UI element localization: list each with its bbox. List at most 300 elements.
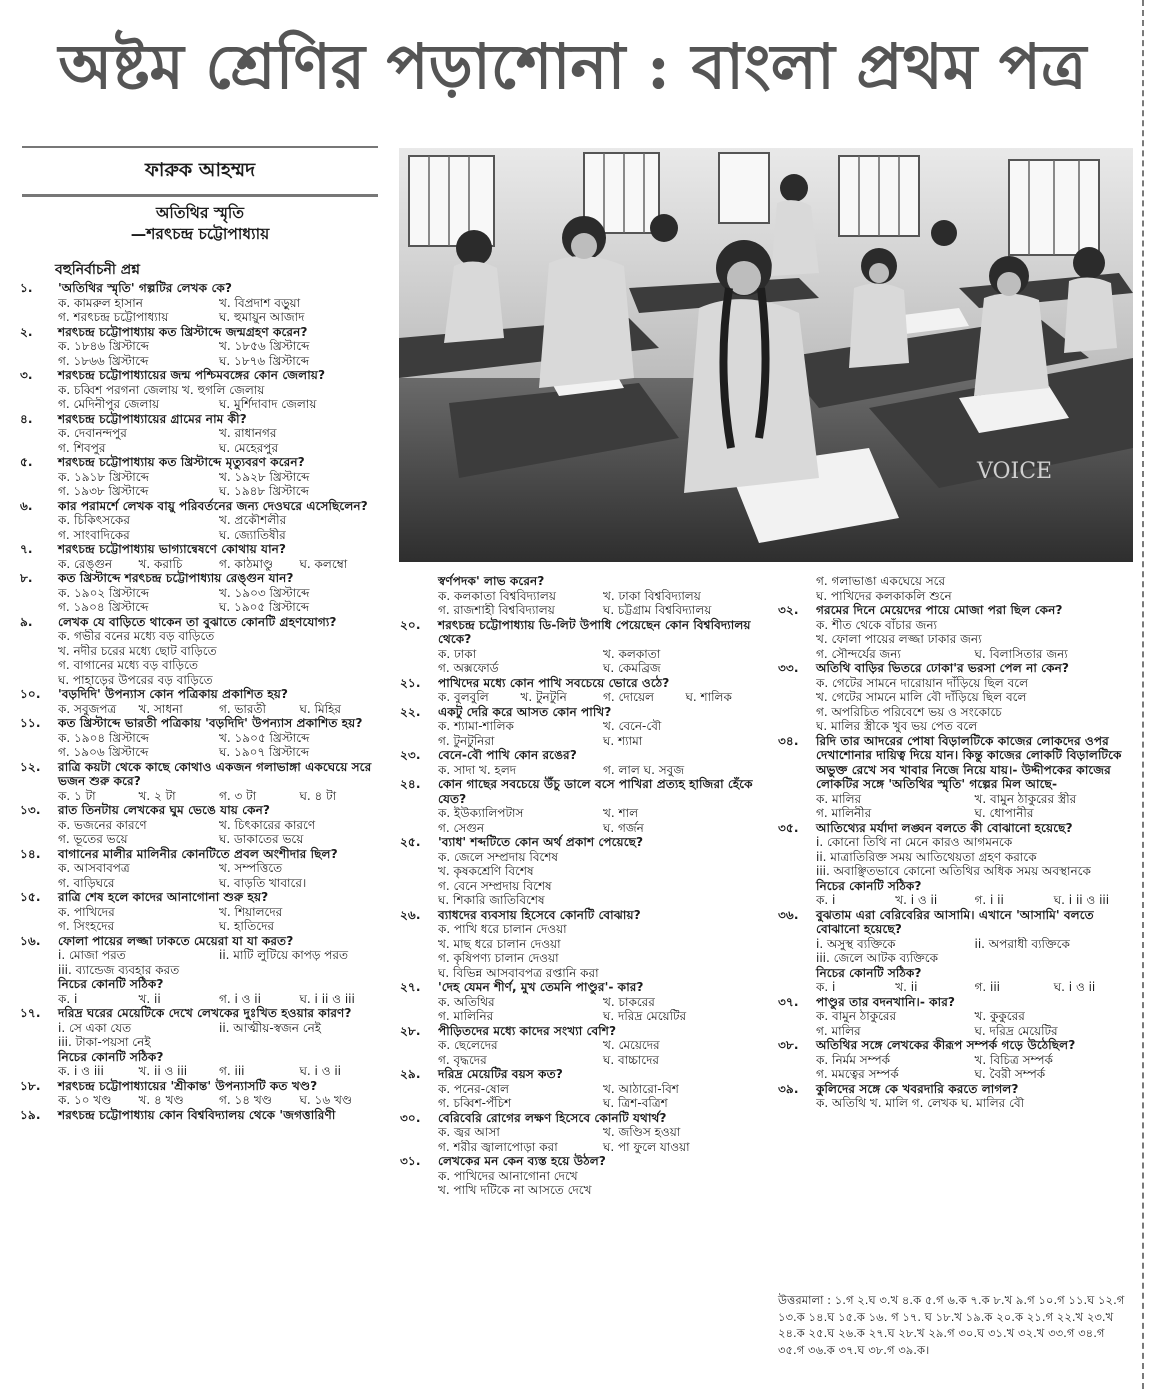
answer-option: ঘ. দরিদ্র মেয়েটির	[603, 1009, 687, 1023]
option-row	[438, 1009, 768, 1024]
question-text-row	[400, 1067, 768, 1082]
option-row	[58, 832, 380, 847]
answer-option: ঘ. পা ফুলে যাওয়া	[603, 1139, 690, 1154]
statement: iii. জেলে আটক ব্যক্তিকে	[816, 951, 939, 965]
option-row	[438, 1140, 768, 1155]
question-number: ২৮.	[400, 1023, 421, 1038]
question-number: ৩৫.	[778, 820, 799, 835]
answer-option: ঘ. ১৮৭৬ খ্রিস্টাব্দে	[219, 353, 310, 368]
answer-options	[400, 1125, 768, 1154]
answer-option: ক. সবুজপত্র	[58, 701, 117, 716]
question-text: রাত্রি শেষ হলে কাদের আনাগোনা শুরু হয়?	[58, 890, 269, 904]
answer-options	[20, 992, 380, 1007]
answer-options	[20, 1093, 380, 1108]
answer-options	[20, 339, 380, 368]
question-number: ১৩.	[20, 803, 41, 817]
question-item	[400, 1111, 768, 1155]
option-row	[58, 310, 380, 325]
option-row	[58, 789, 380, 804]
answer-option: ক. ১৯০৪ খ্রিস্টাব্দে	[58, 730, 149, 745]
option-row	[816, 1067, 1133, 1082]
story-heading	[22, 203, 378, 245]
question-number: ১০.	[20, 687, 41, 701]
answer-options	[20, 818, 380, 847]
answer-option: ক. বামুন ঠাকুরের	[816, 1009, 897, 1023]
option-row	[816, 893, 1133, 908]
answer-option: ক. ১৮৪৬ খ্রিস্টাব্দে	[58, 339, 149, 353]
option-row	[58, 818, 380, 833]
author-name: ফারুক আহম্মদ	[144, 159, 256, 181]
question-number: ২৯.	[400, 1067, 421, 1081]
answer-option: ক. i	[816, 980, 836, 994]
question-text: ব্যাধদের ব্যবসায় হিসেবে কোনটি বোঝায়?	[438, 907, 641, 922]
question-item	[400, 1154, 768, 1198]
question-number: ৩১.	[400, 1154, 421, 1168]
answer-option: গ. ১৮৬৬ খ্রিস্টাব্দে	[58, 353, 149, 368]
option-row	[58, 528, 380, 543]
option-row	[58, 441, 380, 456]
answer-options	[400, 850, 768, 908]
question-item	[20, 499, 380, 543]
question-item	[20, 803, 380, 847]
option-row	[58, 484, 380, 499]
question-item	[20, 847, 380, 891]
question-item	[400, 618, 768, 676]
question-text: রাত তিনটায় লেখকের ঘুম ভেঙে যায় কেন?	[58, 803, 270, 817]
answer-option: গ. ১৯০৪ খ্রিস্টাব্দে	[58, 600, 149, 614]
answer-option: ক. গেটের সামনে দারোয়ান দাঁড়িয়ে ছিল বলে	[816, 675, 1029, 690]
option-row	[438, 1038, 768, 1053]
question-text-row	[400, 1111, 768, 1126]
statement: i. সে একা যেত	[58, 1020, 132, 1035]
question-text: বেরিবেরি রোগের লক্ষণ হিসেবে কোনটি যথার্থ?	[438, 1110, 667, 1125]
option-row	[58, 339, 380, 354]
which-correct-prompt: নিচের কোনটি সঠিক?	[816, 965, 922, 980]
option-row	[816, 589, 1133, 604]
statement: ii. মাত্রাতিরিক্ত সময় আতিথেয়তা গ্রহণ করাকে	[816, 849, 1037, 864]
question-text: শরৎচন্দ্র চট্টোপাধ্যায়ের জন্ম পশ্চিমবঙ্গের কোন জেলায়?	[58, 368, 326, 382]
question-number: ১১.	[20, 716, 41, 730]
question-number: ৩৮.	[778, 1038, 799, 1052]
question-text: লেখকের মন কেন ব্যস্ত হয়ে উঠল?	[438, 1154, 606, 1168]
answer-option: ঘ. i ii ও iii	[1053, 893, 1110, 907]
question-number: ১৫.	[20, 890, 41, 904]
question-item	[20, 687, 380, 716]
question-item	[20, 325, 380, 369]
answer-option: ঘ. ১৯০৫ খ্রিস্টাব্দে	[219, 600, 309, 614]
question-text: গরমের দিনে মেয়েদের পায়ে মোজা পরা ছিল কেন?	[816, 603, 1063, 617]
option-row	[438, 1169, 768, 1184]
perforation-line	[1142, 0, 1144, 1389]
question-text-row	[20, 615, 380, 630]
answer-option: ঘ. মেহেরপুর	[219, 440, 279, 455]
answer-option: ঘ. i ও ii	[299, 1064, 342, 1078]
statement-row	[58, 948, 380, 963]
option-row	[438, 1082, 768, 1097]
answer-option: খ. আঠারো-বিশ	[603, 1081, 679, 1096]
question-text: লেখক যে বাড়িতে থাকেন তা বুঝাতে কোনটি গ্রহণযোগ্য?	[58, 614, 337, 629]
option-row	[58, 470, 380, 485]
question-number: ১৯.	[20, 1107, 41, 1122]
question-item	[400, 980, 768, 1024]
option-row	[58, 644, 380, 659]
answer-options	[778, 618, 1133, 662]
question-item	[400, 748, 768, 777]
question-text: শরৎচন্দ্র চট্টোপাধ্যায় কোন বিশ্ববিদ্যালয় থেকে 'জগত্তারিণী	[58, 1107, 336, 1122]
option-row	[438, 589, 768, 604]
answer-option: গ. বেনে সম্প্রদায় বিশেষ	[438, 878, 552, 893]
statement: ii. মাটি লুটিয়ে কাপড় পরত	[219, 948, 348, 962]
answer-option: গ. মমত্বের সম্পর্ক	[816, 1067, 899, 1081]
question-item	[20, 1006, 380, 1079]
question-text-row	[400, 676, 768, 691]
statements	[20, 1021, 380, 1050]
answer-option: গ. iii	[219, 1064, 245, 1078]
answer-option: ঘ. পাখিদের কলকাকলি শুনে	[816, 588, 952, 603]
question-text-row	[400, 574, 768, 589]
question-number: ৯.	[20, 614, 33, 629]
question-text: 'ব্যাধ' শব্দটিতে কোন অর্থ প্রকাশ পেয়েছে?	[438, 835, 644, 849]
option-row	[58, 702, 380, 717]
answer-option: গ. অক্সফোর্ড	[438, 661, 499, 675]
question-item	[20, 716, 380, 760]
question-item	[20, 412, 380, 456]
answer-option: ঘ. ধোপানীর	[974, 806, 1034, 820]
statement-row	[816, 864, 1133, 879]
question-text-row	[20, 847, 380, 862]
question-number: ১৪.	[20, 846, 41, 861]
option-row	[816, 1053, 1133, 1068]
question-text: পাণ্ডুর তার বদনখানি।- কার?	[816, 994, 955, 1009]
answer-options	[778, 574, 1133, 603]
answer-option: গ. ভূতের ভয়ে	[58, 832, 128, 846]
question-text-row	[778, 1038, 1133, 1053]
answer-option: খ. ঢাকা বিশ্ববিদ্যালয়	[603, 588, 701, 603]
answer-option: ঘ. ১৯০৭ খ্রিস্টাব্দে	[219, 745, 310, 759]
answer-option: ক. ভজনের কারণে	[58, 817, 147, 832]
option-row	[58, 557, 380, 572]
option-row	[58, 992, 380, 1007]
option-row	[58, 586, 380, 601]
question-text-row	[778, 995, 1133, 1010]
answer-options	[20, 905, 380, 934]
questions-column-2	[400, 574, 768, 1198]
answer-option: খ. সম্পত্তিতে	[219, 861, 283, 875]
statement: ii. অপরাধী ব্যক্তিকে	[974, 936, 1070, 951]
question-text-row	[778, 908, 1133, 937]
answer-option: ক. অতিথি খ. মালি গ. লেখক ঘ. মালির বৌ	[816, 1096, 1025, 1110]
answer-option: গ. মালিনীর	[816, 806, 872, 820]
question-text: দরিদ্র মেয়েটির বয়স কত?	[438, 1067, 563, 1081]
option-row	[58, 658, 380, 673]
question-text-row	[20, 1108, 380, 1123]
answer-option: ঘ. মুর্শিদাবাদ জেলায়	[219, 397, 317, 411]
answer-option: ঘ. বৈরী সম্পর্ক	[974, 1067, 1046, 1081]
answer-option: খ. বামুন ঠাকুরের স্ত্রীর	[974, 791, 1077, 806]
question-number: ৩৩.	[778, 661, 799, 675]
question-item	[20, 571, 380, 615]
answer-option: খ. ফোলা পায়ের লজ্জা ঢাকার জন্য	[816, 632, 982, 646]
answer-option: গ. সেগুন	[438, 820, 485, 835]
answer-option: গ. ৩ টা	[219, 788, 257, 803]
answer-option: ক. জেলে সম্প্রদায় বিশেষ	[438, 849, 559, 864]
question-text-row	[20, 542, 380, 557]
question-text: শরৎচন্দ্র চট্টোপাধ্যায় কত খ্রিস্টাব্দে মৃত্যুবরণ করেন?	[58, 455, 305, 469]
answer-option: ক. অতিথির	[438, 994, 495, 1009]
answer-options	[20, 789, 380, 804]
question-text: রাত্রি কয়টা থেকে কাছে কোথাও একজন গলাভাঙ্গা একঘেয়ে সরে ভজন শুরু করে?	[58, 759, 372, 788]
answer-option: খ. চিৎকারের কারণে	[219, 817, 316, 832]
answer-option: গ. সৌন্দর্যের জন্য	[816, 646, 901, 661]
question-text: পীড়িতদের মধ্যে কাদের সংখ্যা বেশি?	[438, 1023, 617, 1038]
answer-option: খ. ১৮৫৬ খ্রিস্টাব্দে	[219, 339, 310, 353]
answer-options	[20, 470, 380, 499]
answer-option: ঘ. মালির স্ত্রীকে খুব ভয় পেত বলে	[816, 719, 978, 733]
option-row	[438, 806, 768, 821]
answer-option: খ. পাখি দটিকে না আসতে দেখে	[438, 1183, 592, 1197]
answer-option: ঘ. পাহাড়ের উপরের বড় বাড়িতে	[58, 672, 213, 687]
question-item	[778, 661, 1133, 734]
option-row	[438, 864, 768, 879]
question-text: কত খ্রিস্টাব্দে ভারতী পত্রিকায় 'বড়দিদি' উপন্যাস প্রকাশিত হয়?	[58, 716, 363, 730]
answer-option: ঘ. i ii ও iii	[299, 991, 355, 1006]
option-row	[58, 629, 380, 644]
question-item	[20, 455, 380, 499]
question-number: ৩৯.	[778, 1081, 799, 1096]
option-row	[58, 861, 380, 876]
answer-options	[400, 922, 768, 980]
answer-option: ক. কামরুল হাসান	[58, 295, 143, 310]
question-item	[400, 1024, 768, 1068]
question-number: ৫.	[20, 455, 33, 469]
question-text-row	[20, 803, 380, 818]
question-text: আতিথ্যের মর্যাদা লঙ্ঘন বলতে কী বোঝানো হয়েছে?	[816, 820, 1073, 835]
answer-option: গ. শিবপুর	[58, 440, 106, 455]
answer-option: গ. অপরিচিত পরিবেশে ভয় ও সংকোচে	[816, 704, 1002, 719]
answer-options	[778, 1053, 1133, 1082]
option-row	[438, 719, 768, 734]
question-number: ৩২.	[778, 603, 799, 617]
answer-option: ক. ১০ খণ্ড	[58, 1093, 112, 1107]
option-row	[816, 1024, 1133, 1039]
page-headline: অষ্টম শ্রেণির পড়াশোনা : বাংলা প্রথম পত্র	[58, 29, 1087, 103]
answer-options	[400, 995, 768, 1024]
question-text: দরিদ্র ঘরের মেয়েটিকে দেখে লেখকের দুঃখিত হওয়ার কারণ?	[58, 1006, 352, 1020]
question-number: ৩০.	[400, 1110, 421, 1125]
question-number: ১৮.	[20, 1078, 41, 1093]
question-text: শরৎচন্দ্র চট্টোপাধ্যায়ের 'শ্রীকান্ত' উপন্যাসটি কত খণ্ড?	[58, 1078, 318, 1093]
question-text: কুলিদের সঙ্গে কে খবরদারি করতে লাগল?	[816, 1081, 1019, 1096]
question-item	[778, 995, 1133, 1039]
answer-option: ক. ১৯০২ খ্রিস্টাব্দে	[58, 585, 149, 600]
question-text-row	[778, 661, 1133, 676]
option-row	[438, 966, 768, 981]
option-row	[438, 879, 768, 894]
answer-option: গ. শরৎচন্দ্র চট্টোপাধ্যায়	[58, 310, 169, 324]
option-row	[438, 951, 768, 966]
question-number: ৪.	[20, 411, 33, 426]
answer-option: গ. চব্বিশ-পঁচিশ	[438, 1096, 512, 1110]
option-row	[816, 618, 1133, 633]
answer-option: ক. i	[58, 991, 78, 1006]
question-text: শরৎচন্দ্র চট্টোপাধ্যায় ভাগ্যান্বেষণে কোথায় যান?	[58, 542, 286, 556]
answer-option: খ. ii	[138, 991, 161, 1006]
question-number: ২১.	[400, 675, 421, 690]
statement: i. মোজা পরত	[58, 948, 126, 962]
option-row	[816, 980, 1133, 995]
answer-option: ঘ. কলম্বো	[299, 556, 348, 571]
option-row	[816, 705, 1133, 720]
question-text: শরৎচন্দ্র চট্টোপাধ্যায় ডি-লিট উপাধি পেয়েছেন কোন বিশ্ববিদ্যালয় থেকে?	[438, 617, 751, 646]
answer-options	[400, 1169, 768, 1198]
answer-option: ঘ. শ্যামা	[603, 733, 643, 748]
answer-options	[400, 763, 768, 778]
question-number: ৩৬.	[778, 907, 799, 922]
question-number: ২.	[20, 324, 33, 339]
answer-options	[20, 586, 380, 615]
question-number: ২২.	[400, 704, 421, 719]
question-number: ২৫.	[400, 835, 421, 849]
answer-option: গ. বাগানের মধ্যে বড় বাড়িতে	[58, 658, 198, 672]
question-text: স্বর্ণপদক' লাভ করেন?	[438, 574, 545, 588]
which-correct-prompt: নিচের কোনটি সঠিক?	[816, 878, 922, 893]
question-item	[20, 760, 380, 804]
question-number: ১.	[20, 281, 33, 295]
answer-option: ঘ. ১৯৪৮ খ্রিস্টাব্দে	[219, 484, 309, 498]
question-item	[20, 368, 380, 412]
question-text-row	[20, 368, 380, 383]
statements	[778, 835, 1133, 879]
answer-option: খ. রাধানগর	[219, 426, 277, 440]
statement-row	[816, 835, 1133, 850]
question-item	[778, 908, 1133, 995]
answer-option: ক. ঢাকা	[438, 646, 477, 661]
option-row	[58, 745, 380, 760]
answer-option: গ. মালির	[816, 1023, 861, 1038]
answer-option: ঘ. চট্টগ্রাম বিশ্ববিদ্যালয়	[603, 603, 712, 617]
question-text-row	[20, 281, 380, 296]
option-row	[58, 731, 380, 746]
answer-option: গ. ভারতী	[219, 701, 266, 716]
photo-illustration	[399, 148, 1133, 562]
option-row	[438, 603, 768, 618]
question-text: কত খ্রিস্টাব্দে শরৎচন্দ্র চট্টোপাধ্যায় রেঙ্গুন যান?	[58, 571, 294, 585]
answer-option: ক. রেঙ্গুন	[58, 556, 113, 571]
answer-options	[20, 1064, 380, 1079]
question-text: কার পরামর্শে লেখক বায়ু পরিবর্তনের জন্য দেওঘরে এসেছিলেন?	[58, 498, 368, 513]
answer-options	[20, 513, 380, 542]
answer-option: গ. রাজশাহী বিশ্ববিদ্যালয়	[438, 603, 555, 617]
question-text: অতিথি বাড়ির ভিতরে ঢোকা'র ভরসা পেল না কেন?	[816, 661, 1069, 675]
answer-option: ক. কলকাতা বিশ্ববিদ্যালয়	[438, 588, 556, 603]
option-row	[816, 574, 1133, 589]
question-item	[778, 1038, 1133, 1082]
statement: i. অসুস্থ ব্যক্তিকে	[816, 936, 896, 951]
answer-option: গ. ১৯০৬ খ্রিস্টাব্দে	[58, 745, 149, 759]
question-text-row	[400, 618, 768, 647]
question-item	[400, 705, 768, 749]
answer-option: ঘ. মিহির	[299, 701, 341, 716]
answer-option: খ. ১৯০৩ খ্রিস্টাব্দে	[219, 585, 310, 600]
statements	[778, 937, 1133, 966]
answer-option: ক. পাখিদের আনাগোনা দেখে	[438, 1168, 578, 1183]
answer-option: ক. i	[816, 893, 836, 907]
answer-option: ক. চিকিৎসকের	[58, 513, 130, 527]
option-row	[58, 426, 380, 441]
question-text-row	[20, 890, 380, 905]
question-text-row	[778, 1082, 1133, 1097]
statement: iii. অবাঞ্ছিতভাবে কোনো অতিথির অধিক সময় অবস্থানকে	[816, 864, 1091, 878]
question-text: একটু দেরি করে আসত কোন পাখি?	[438, 704, 612, 719]
answer-options	[400, 647, 768, 676]
answer-option: ক. চব্বিশ পরগনা জেলায় খ. হুগলি জেলায়	[58, 382, 265, 397]
answer-option: ঘ. বাচ্চাদের	[603, 1052, 660, 1067]
option-row	[816, 792, 1133, 807]
answer-option: গ. টুনটুনিরা	[438, 733, 495, 748]
answer-option: ঘ. বিলাসিতার জন্য	[974, 646, 1068, 661]
option-row	[58, 354, 380, 369]
answer-option: গ. লাল ঘ. সবুজ	[603, 762, 685, 777]
question-number: ২৭.	[400, 980, 421, 994]
answer-options	[400, 719, 768, 748]
question-item	[20, 1108, 380, 1123]
answer-options	[778, 676, 1133, 734]
question-item	[778, 1082, 1133, 1111]
answer-option: গ. সাংবাদিকের	[58, 527, 130, 542]
answer-options	[20, 557, 380, 572]
answer-options	[400, 806, 768, 835]
answer-option: গ. ১৪ খণ্ড	[219, 1093, 272, 1107]
option-row	[58, 876, 380, 891]
answer-option: খ. গেটের সামনে মালি বৌ দাঁড়িয়ে ছিল বলে	[816, 690, 1027, 704]
answer-options	[778, 792, 1133, 821]
byline-box	[22, 146, 378, 197]
answer-key: উত্তরমালা : ১.গ ২.ঘ ৩.খ ৪.ক ৫.গ ৬.ক ৭.ক ৮.খ ৯.গ ১০.গ ১১.ঘ ১২.গ ১৩.ক ১৪.ঘ ১৫.ক ১৬. গ ১৭. ঘ ১৮.খ ১৯.ক ২০.ক ২১.গ ২২.খ ২৩.খ ২৪.ক ২৫.ঘ ২৬.ক ২৭.ঘ ২৮.খ ২৯.গ ৩০.ঘ ৩১.খ ৩২.খ ৩৩.গ ৩৪.গ ৩৫.গ ৩৬.ক ৩৭.ঘ ৩৮.গ ৩৯.ক।	[778, 1293, 1125, 1357]
question-text: কোন গাছের সবচেয়ে উঁচু ডালে বসে পাখিরা প্রত্যহ হাজিরা হেঁকে যেত?	[438, 777, 753, 806]
answer-option: ঘ. ডাকাতের ভয়ে	[219, 832, 304, 846]
answer-option: ঘ. শিকারি জাতিবিশেষ	[438, 893, 545, 907]
question-number: ২৬.	[400, 907, 421, 922]
question-text-row	[20, 499, 380, 514]
answer-option: ঘ. ৪ টা	[299, 788, 337, 803]
answer-options	[20, 861, 380, 890]
question-number: ২৩.	[400, 748, 421, 762]
answer-option: খ. মাছ ধরে চালান দেওয়া	[438, 936, 561, 951]
option-row	[58, 1093, 380, 1108]
question-text: ফোলা পায়ের লজ্জা ঢাকতে মেয়েরা যা যা করত?	[58, 933, 294, 948]
option-row	[816, 676, 1133, 691]
statement: ii. আত্মীয়-স্বজন নেই	[219, 1020, 321, 1035]
answer-option: ঘ. বাড়তি খাবারে।	[219, 875, 307, 890]
classroom-exam-photo	[399, 148, 1133, 562]
question-text: শরৎচন্দ্র চট্টোপাধ্যায়ের গ্রামের নাম কী?	[58, 411, 247, 426]
answer-option: খ. চাকরের	[603, 994, 655, 1009]
statement-row	[816, 937, 1133, 952]
answer-option: ক. আসবাবপত্র	[58, 861, 130, 875]
answer-option: ঘ. i ও ii	[1053, 980, 1096, 994]
question-item	[778, 603, 1133, 661]
answer-option: ঘ. হাতিদের	[219, 919, 274, 933]
answer-option: গ. ১৯৩৮ খ্রিস্টাব্দে	[58, 484, 149, 498]
statement-row	[816, 850, 1133, 865]
question-item	[400, 835, 768, 908]
answer-option: খ. সাধনা	[138, 701, 183, 716]
answer-option: গ. গলাভাঙা একঘেয়ে সরে	[816, 574, 946, 588]
answer-option: গ. মেদিনীপুর জেলায়	[58, 397, 160, 411]
answer-option: ক. পনের-ষোল	[438, 1081, 509, 1096]
answer-options	[400, 589, 768, 618]
question-item	[400, 908, 768, 981]
